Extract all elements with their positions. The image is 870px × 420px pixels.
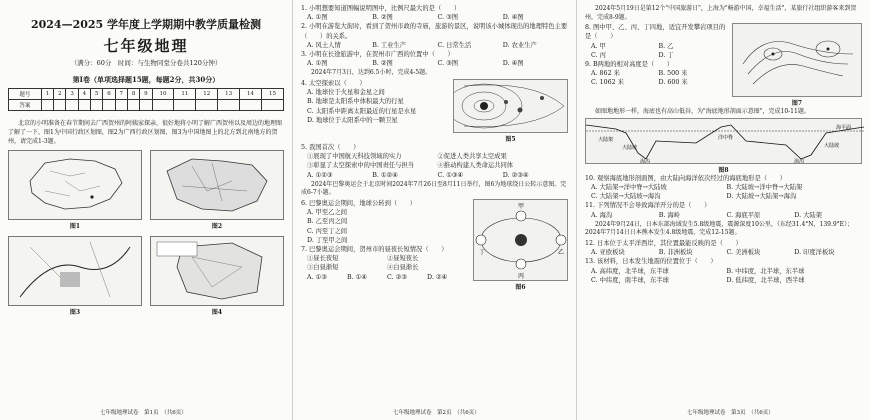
q-number: 8: [127, 89, 139, 100]
question-10: 10. 观察海底地形剖面图，由大陆向海洋依次经过的海底地形是（ ）: [585, 174, 786, 182]
passage-intro: 北京的小明准备在春节期间去广西贺州的阿姨家探亲，很好地将小明了解广西贺州以及周边的地理图了解了一下，图1为中国行政区划图，图2为广西行政区划图，图3为中国地图上的北方到北南地方的贺州，请完成1-3题。: [8, 120, 283, 145]
option[interactable]: C. ②③: [387, 273, 407, 281]
option[interactable]: C. 大陆架→大陆坡→海沟: [591, 193, 661, 201]
figure-caption: 图3: [69, 309, 81, 316]
q-number: 3: [66, 89, 78, 100]
option[interactable]: D. ②③④: [502, 171, 529, 179]
option[interactable]: A. 大陆架→洋中脊→大陆坡: [591, 183, 667, 191]
contour-map: [732, 23, 862, 97]
option[interactable]: D. 丁至甲之间: [307, 236, 348, 244]
row-label: 题号: [9, 89, 42, 100]
question-13-options: [585, 267, 862, 276]
question-7: 7. 巴黎奥运会期间，贺州市的昼夜长短情况（ ）: [301, 246, 448, 254]
answer-cell[interactable]: [115, 100, 127, 111]
option[interactable]: B. ②图: [372, 60, 393, 68]
option[interactable]: D. 大陆架: [794, 211, 822, 219]
answer-cell[interactable]: [196, 100, 218, 111]
question-6: 6. 巴黎奥运会期间，地球公转到（ ）: [301, 200, 417, 208]
option[interactable]: D. 600 米: [658, 79, 688, 87]
option[interactable]: B. 乙至丙之间: [307, 218, 348, 226]
option[interactable]: B. 乙: [658, 42, 674, 50]
statement: ①展现了中国航天科技领域的实力: [307, 153, 402, 161]
statement: ③白昼渐短: [307, 264, 339, 272]
question-13: 13. 该材料，日本发生地震的位置位于（ ）: [585, 258, 717, 266]
figure-caption: 图1: [69, 223, 81, 230]
profile-label: 洋中脊: [718, 134, 734, 141]
option[interactable]: D. 印度洋板块: [794, 249, 835, 257]
orbit-label: 丁: [479, 249, 486, 257]
option[interactable]: A. 海沟: [591, 211, 613, 219]
page-3: [576, 0, 870, 420]
option[interactable]: C. ③图: [437, 14, 459, 22]
option[interactable]: A. 地球位于火星和金星之间: [307, 89, 385, 97]
answer-cell[interactable]: [103, 100, 115, 111]
option[interactable]: A. 甲: [591, 42, 606, 50]
profile-label: 海平面: [836, 124, 852, 131]
option[interactable]: A. 862 米: [591, 70, 620, 78]
q-number: 14: [240, 89, 262, 100]
answer-cell[interactable]: [78, 100, 90, 111]
figure-caption: 图5: [505, 136, 516, 144]
question-7-statements: [301, 254, 467, 263]
orbit-label: 丙: [518, 273, 525, 281]
option[interactable]: A. 亚欧板块: [591, 249, 625, 257]
question-3: 3. 小明在长途旅游中，在贺州市广西的位置中（ ）: [301, 51, 454, 59]
answer-cell[interactable]: [218, 100, 240, 111]
question-12-options: [585, 248, 862, 257]
figure-caption: 图4: [211, 309, 223, 316]
q-number: 11: [174, 89, 196, 100]
option[interactable]: D. ②④: [427, 273, 448, 281]
question-3-options: [301, 59, 568, 68]
option[interactable]: A. ①②③: [307, 171, 333, 179]
answer-cell[interactable]: [91, 100, 103, 111]
seafloor-profile: [585, 118, 862, 164]
statement: ③彰显了太空探索中的中国责任与担当: [307, 162, 415, 170]
q-number: 9: [140, 89, 152, 100]
option[interactable]: C. 1062 米: [591, 79, 624, 87]
option[interactable]: B. 中纬度，北半球，东半球: [726, 267, 805, 275]
answer-table: [8, 88, 284, 111]
guangxi-map: [150, 150, 284, 220]
option[interactable]: C. 海底平原: [726, 211, 761, 219]
option[interactable]: C. ①③④: [437, 171, 464, 179]
q-number: 2: [54, 89, 66, 100]
option[interactable]: B. ②图: [372, 14, 393, 22]
q-number: 7: [115, 89, 127, 100]
question-9-options: [585, 69, 726, 78]
q-number: 15: [261, 89, 283, 100]
question-9: 9. B两地的相对高度是（ ）: [585, 61, 674, 68]
option[interactable]: A. ①图: [307, 60, 328, 68]
question-7-options: [301, 273, 467, 282]
question-10-options: [585, 183, 862, 192]
option[interactable]: B. ①②④: [372, 171, 398, 179]
option[interactable]: D. 丁: [658, 51, 674, 59]
answer-cell[interactable]: [54, 100, 66, 111]
profile-label: 大陆坡: [622, 144, 638, 151]
profile-label: 大陆架: [598, 136, 614, 143]
option[interactable]: D. ④图: [502, 14, 524, 22]
option[interactable]: D. ④图: [502, 60, 524, 68]
question-7-statements-2: [301, 263, 467, 272]
option[interactable]: B. 500 米: [658, 70, 688, 78]
question-5-statements-2: [301, 161, 568, 170]
exam-title: 2024—2025 学年度上学期期中教学质量检测: [30, 18, 262, 31]
option[interactable]: D. 农业生产: [502, 41, 537, 49]
option[interactable]: D. 低纬度，北半球，西半球: [726, 276, 805, 284]
option[interactable]: B. 海岭: [658, 211, 680, 219]
question-9-options-2: [585, 78, 726, 87]
passage-4-5: 2024年7月3日，达到6.5小时，完成4-5题。: [311, 69, 432, 77]
section-heading: 第Ⅰ卷（单项选择题15题，每题2分，共30分）: [72, 75, 220, 84]
figure-caption: 图6: [515, 284, 526, 292]
orbit-label: 甲: [518, 203, 525, 211]
answer-cell[interactable]: [66, 100, 78, 111]
solar-system-diagram: [453, 79, 568, 133]
figure-caption: 图2: [211, 223, 223, 230]
map-figures: [8, 150, 284, 316]
figure-caption: 图7: [791, 100, 803, 108]
orbit-label: 乙: [558, 249, 565, 257]
question-8: 8. 图中甲、乙、丙、丁四地，适宜开发攀岩项目的是（ ）: [585, 24, 726, 41]
subject-title: 七年级地理: [103, 37, 189, 55]
china-map: [8, 150, 142, 220]
option[interactable]: C. ③图: [437, 60, 459, 68]
option[interactable]: D. 大陆坡→大陆架→海沟: [726, 193, 797, 201]
question-2: 2. 小明在游览大街时，看到了贺州市政的寺庙，旅游的景区，说明该小城体现出的地理特色主要（ ）的关系。: [301, 23, 568, 40]
figure-caption: 图8: [718, 166, 729, 174]
option[interactable]: B. 工业生产: [372, 41, 407, 49]
q-number: 12: [196, 89, 218, 100]
profile-label: 大陆坡: [824, 142, 840, 149]
answer-cell[interactable]: [240, 100, 262, 111]
q-number: 4: [78, 89, 90, 100]
option[interactable]: C. 太阳系中距离太阳最近的行星是水星: [307, 107, 417, 115]
passage-10-11: 如图地地形一样，海底也有高山低谷，为"海底地形剖面示意图"，完成10-11题。: [595, 108, 810, 116]
option[interactable]: A. ①③: [307, 273, 327, 281]
question-1-options: [301, 13, 568, 22]
q-number: 10: [152, 89, 174, 100]
statement: ①昼长夜短: [307, 255, 339, 263]
page-footer: 七年级地理试卷 第1页 （共6页）: [100, 410, 187, 416]
answer-cell[interactable]: [127, 100, 139, 111]
question-11: 11. 下列情况不会导致海洋开分的是（ ）: [585, 202, 711, 210]
page-1: [0, 0, 292, 420]
option[interactable]: A. 高纬度，北半球，东半球: [591, 267, 669, 275]
question-2-options: [301, 41, 568, 50]
option[interactable]: A. 风土人情: [307, 41, 341, 49]
option[interactable]: C. 丙: [591, 51, 606, 59]
option[interactable]: B. 地球是太阳系中体积最大的行星: [307, 98, 404, 106]
question-5-statements: [301, 152, 568, 161]
answer-cell[interactable]: [140, 100, 152, 111]
answer-cell[interactable]: [41, 100, 53, 111]
question-10-options-2: [585, 192, 862, 201]
question-12: 12. 日本位于太平洋西岸，其位置最能反映的是（ ）: [585, 239, 742, 247]
q-number: 1: [41, 89, 53, 100]
option[interactable]: B. 大陆坡→洋中脊→大陆架: [726, 183, 803, 191]
option[interactable]: C. 中纬度，南半球，东半球: [591, 276, 669, 284]
exam-meta: （满分：60分 时间：与生物同堂分卷共120分钟）: [70, 59, 222, 67]
question-8-options: [585, 42, 726, 51]
passage-6-7: 2024年巴黎奥运会于北京时间2024年7月26日至8月11日举行，图6为地球绕日公转示意图。完成6-7小题。: [301, 180, 567, 197]
question-4: 4. 太空探索以（ ）: [301, 80, 366, 88]
question-8-options-2: [585, 51, 726, 60]
page-footer: 七年级地理试卷 第3页 （共6页）: [687, 410, 774, 416]
q-number: 5: [91, 89, 103, 100]
passage-12-15: 2024年9月24日，日本东部海域发生5.8级地震，震源深度10公里，（东经31.4°N，139.9°E）；2024年7月14日日本熊本发生4.8级地震，完成12-15题。: [585, 220, 854, 237]
q-number: 13: [218, 89, 240, 100]
option[interactable]: C. 丙至丁之间: [307, 227, 348, 235]
page-2: [292, 0, 576, 420]
statement: ④白昼渐长: [387, 264, 419, 272]
profile-label: 海沟: [794, 158, 805, 163]
statement: ②昼短夜长: [387, 255, 419, 263]
profile-label: 海沟: [640, 158, 651, 163]
question-1: 1. 小明想要知道图幅说明图中，比例尺最大的是（ ）: [301, 5, 461, 12]
question-11-options: [585, 211, 862, 220]
statement: ④推动构建人类命运共同体: [437, 162, 514, 170]
answer-cell[interactable]: [174, 100, 196, 111]
question-5: 5. 我国首次（ ）: [301, 144, 360, 152]
question-13-options-2: [585, 276, 862, 285]
option[interactable]: B. 非洲板块: [658, 249, 693, 257]
option[interactable]: B. ①④: [347, 273, 367, 281]
answer-cell[interactable]: [152, 100, 174, 111]
answer-cell[interactable]: [261, 100, 283, 111]
passage-8-9: 2024年5月19日是第12个"中国旅游日"，上海为"畅游中国，幸福生活"，某旅行社组织游客来到贺州，完成8-9题。: [585, 5, 857, 21]
q-number: 6: [103, 89, 115, 100]
option[interactable]: C. 美洲板块: [726, 249, 761, 257]
hezhou-map: [150, 236, 284, 306]
question-5-options: [301, 171, 568, 180]
option[interactable]: D. 地球位于太阳系中的一颗卫星: [307, 116, 398, 124]
page-footer: 七年级地理试卷 第2页 （共6页）: [393, 410, 480, 416]
row-label: 答案: [9, 100, 42, 111]
statement: ②促进人类共享太空成果: [437, 153, 507, 161]
earth-orbit-diagram: [473, 199, 568, 281]
option[interactable]: A. ①图: [307, 14, 328, 22]
option[interactable]: A. 甲至乙之间: [307, 209, 348, 217]
option[interactable]: C. 日常生活: [437, 41, 472, 49]
route-map: [8, 236, 142, 306]
